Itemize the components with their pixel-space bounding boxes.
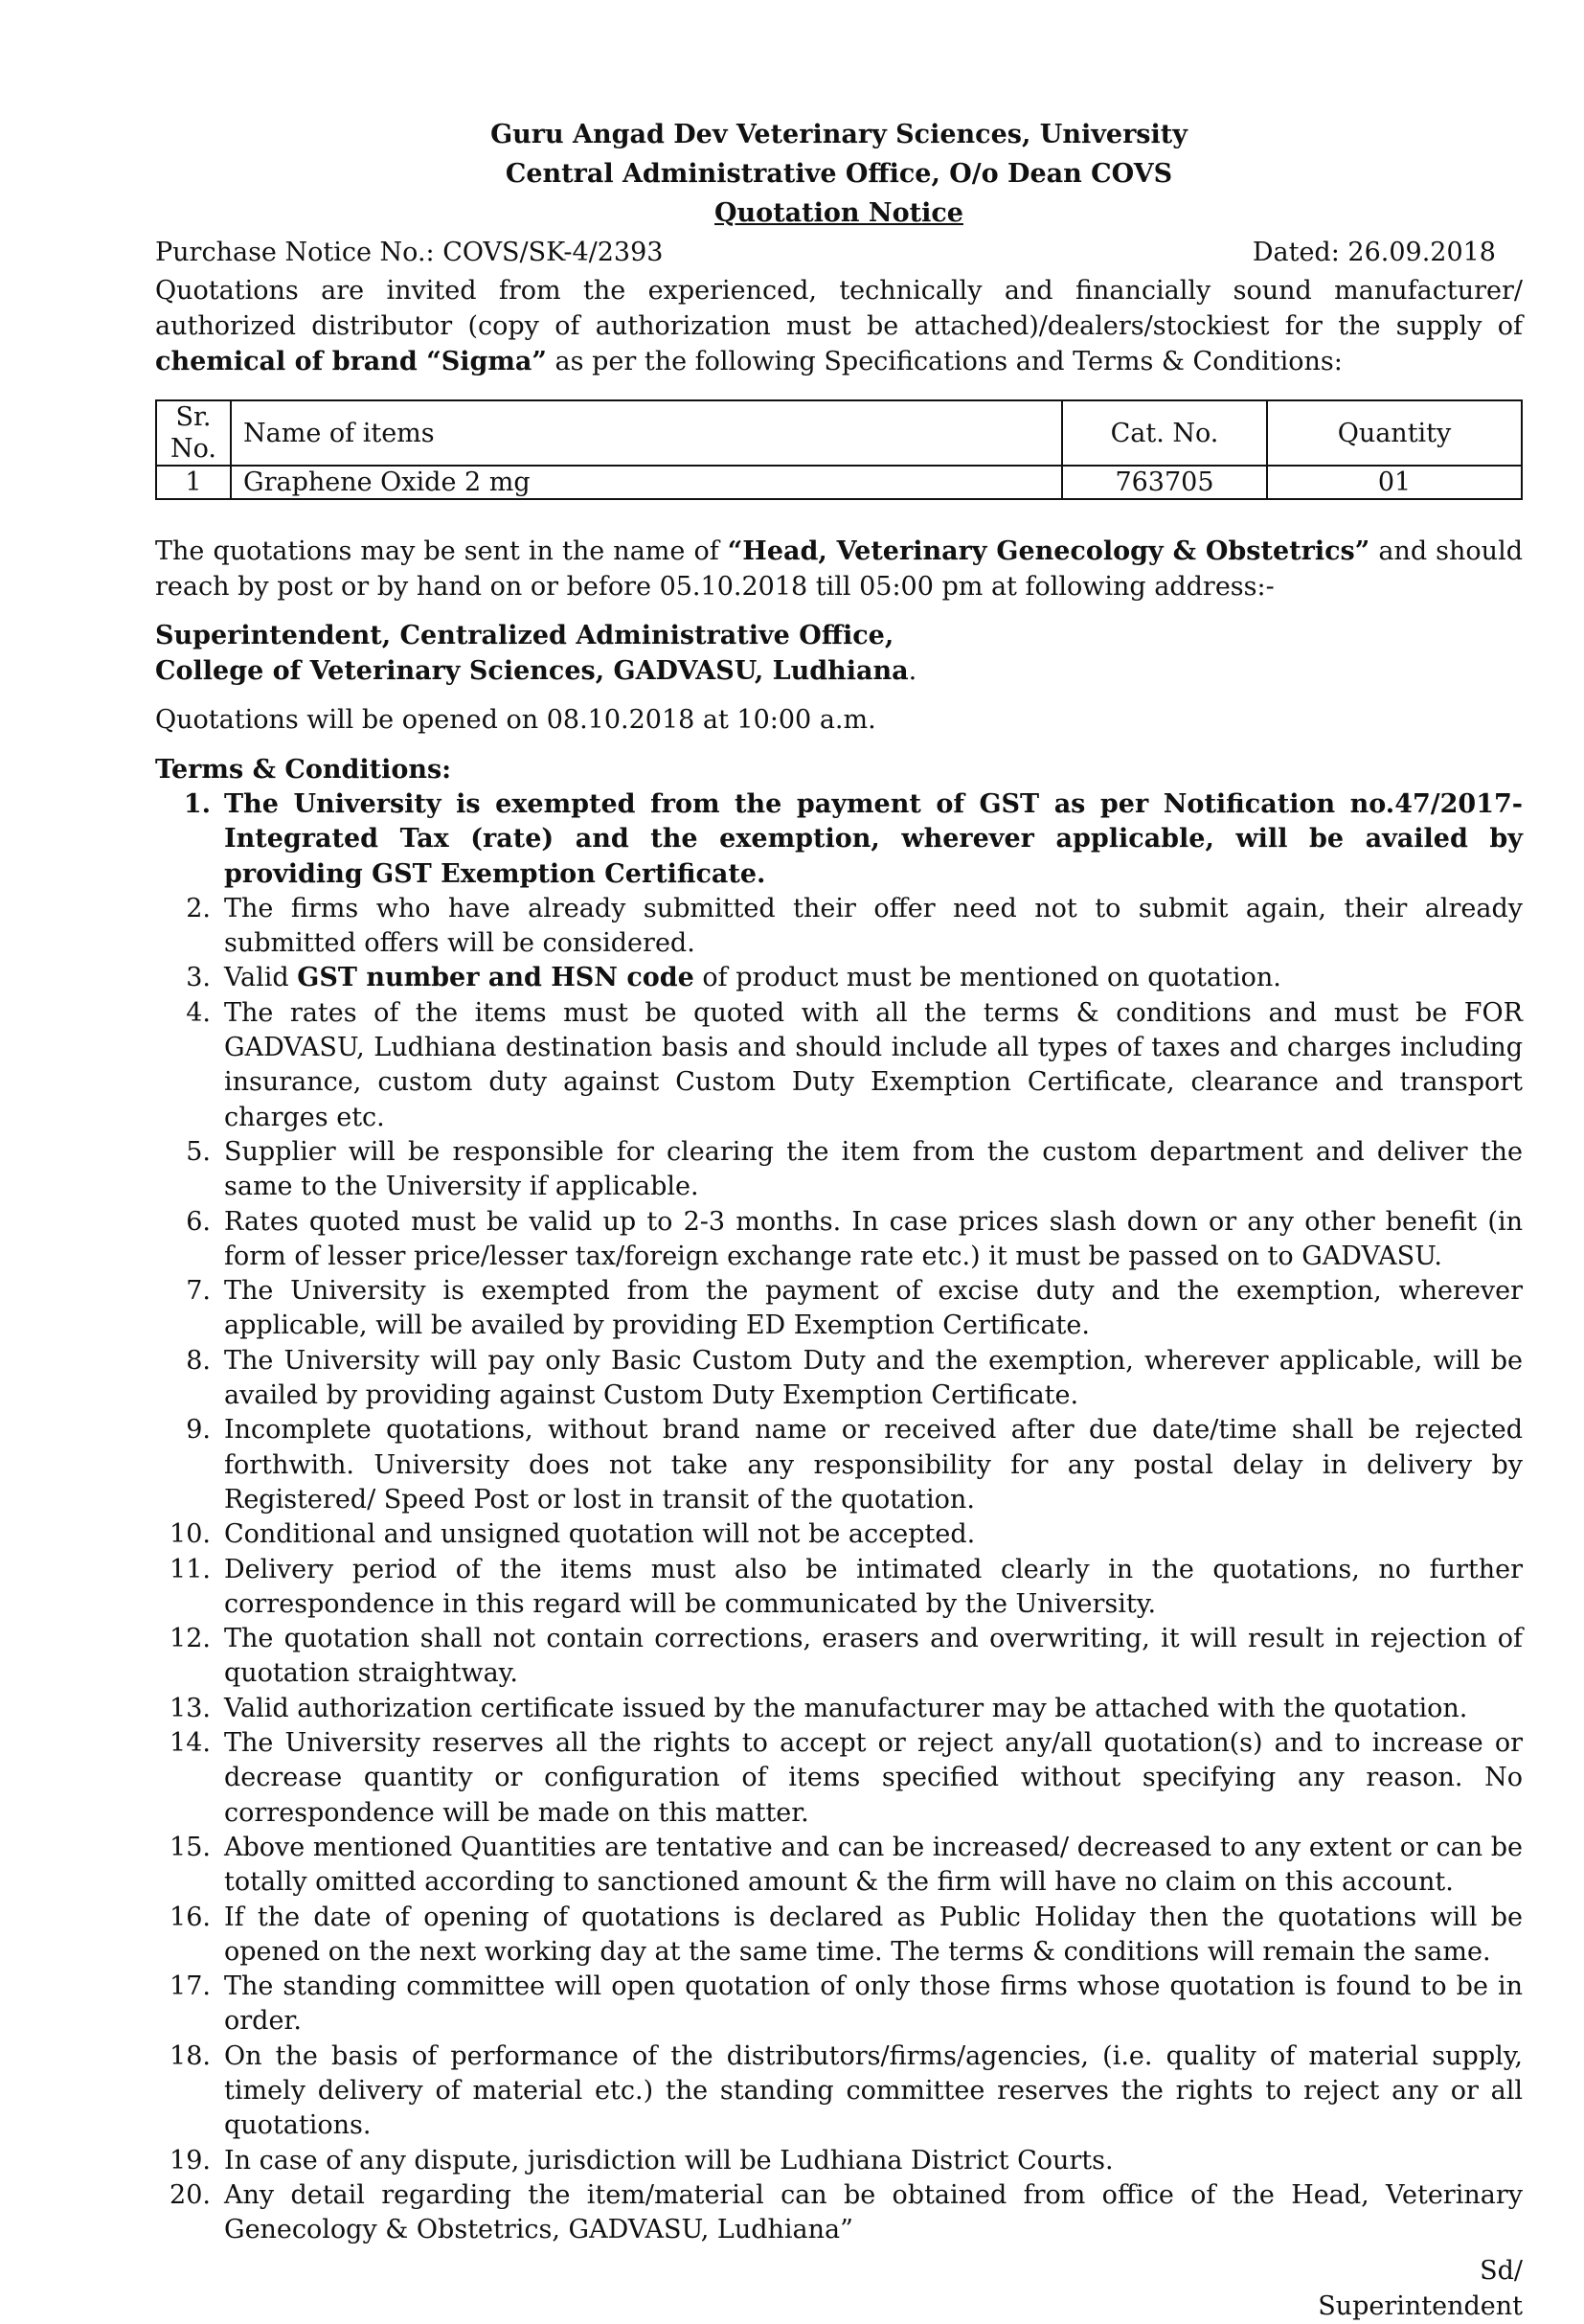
term-number: 12. xyxy=(170,1624,211,1654)
term-text: Delivery period of the items must also be intimated clearly in the quotations, no further correspondence in this regard will be communicated by the University. xyxy=(224,1554,1523,1619)
term-number: 18. xyxy=(170,2040,211,2071)
term-number: 4. xyxy=(186,997,211,1028)
terms-heading: Terms & Conditions: xyxy=(155,755,452,785)
term-number: 15. xyxy=(170,1832,211,1862)
term-number: 16. xyxy=(170,1902,211,1932)
terms-list-item xyxy=(155,996,1523,1135)
term-text: If the date of opening of quotations is declared as Public Holiday then the quotations will be opened on the next working day at the same time. The terms & conditions will remain the same. xyxy=(224,1902,1523,1967)
terms-list-item xyxy=(155,2039,1523,2144)
term-number: 11. xyxy=(170,1554,211,1584)
term-number: 17. xyxy=(170,1971,211,2002)
terms-list-item xyxy=(155,787,1523,892)
terms-list-item xyxy=(155,1517,1523,1552)
opening-date-text: Quotations will be opened on 08.10.2018 at 10:00 a.m. xyxy=(155,705,876,735)
terms-list-item xyxy=(155,1901,1523,1971)
cell-cat-no: 763705 xyxy=(1062,466,1267,499)
term-number: 2. xyxy=(186,893,211,923)
notice-title: Quotation Notice xyxy=(714,198,963,228)
terms-list-item xyxy=(155,892,1523,962)
cell-quantity: 01 xyxy=(1267,466,1522,499)
terms-list-item xyxy=(155,1274,1523,1344)
notice-date: Dated: 26.09.2018 xyxy=(1252,238,1496,267)
intro-brand: chemical of brand “Sigma” xyxy=(155,347,547,376)
column-header-item-name: Name of items xyxy=(231,400,1062,466)
term-text: The quotation shall not contain corrections, erasers and overwriting, it will result in rejection of quotation straightway. xyxy=(224,1624,1523,1689)
table-row xyxy=(156,466,1522,499)
term-number: 5. xyxy=(186,1136,211,1167)
submission-address xyxy=(155,618,1523,689)
terms-list-item xyxy=(155,1692,1523,1726)
term-number: 8. xyxy=(186,1345,211,1376)
terms-list-item xyxy=(155,2144,1523,2178)
terms-list-item xyxy=(155,1726,1523,1831)
term-number: 10. xyxy=(170,1519,211,1550)
signature-block xyxy=(155,2253,1523,2324)
document-header xyxy=(155,115,1523,233)
items-table xyxy=(155,399,1523,500)
term-text: Rates quoted must be valid up to 2-3 months. In case prices slash down or any other benefit (in form of lesser price/lesser tax/foreign exchange rate etc.) it must be passed on to GADVASU. xyxy=(224,1206,1523,1271)
term-text: The rates of the items must be quoted with all the terms & conditions and must be FOR GADVASU, Ludhiana destination basis and should include all types of taxes and charges including insurance, custom duty against Custom Duty Exemption Certificate, clearance and transport charges etc. xyxy=(224,997,1523,1132)
term-text: In case of any dispute, jurisdiction will be Ludhiana District Courts. xyxy=(224,2145,1114,2176)
address-line-1: Superintendent, Centralized Administrative Office, xyxy=(155,621,894,650)
term-text: The University will pay only Basic Custom Duty and the exemption, wherever applicable, will be availed by providing against Custom Duty Exemption Certificate. xyxy=(224,1345,1523,1411)
term-text xyxy=(224,961,1523,995)
intro-paragraph xyxy=(155,273,1523,379)
term-text: The University is exempted from the payment of GST as per Notification no.47/2017- Integrated Tax (rate) and the exemption, wherever applicable, will be availed by providing GST Exemption Certificate. xyxy=(224,789,1523,889)
submission-text: The quotations may be sent in the name of xyxy=(155,536,728,566)
terms-list-item xyxy=(155,1831,1523,1901)
term-text: The standing committee will open quotation of only those firms whose quotation is found to be in order. xyxy=(224,1971,1523,2037)
terms-list-item xyxy=(155,1970,1523,2039)
table-header-row xyxy=(156,400,1522,466)
terms-list-item xyxy=(155,961,1523,995)
intro-text: Quotations are invited from the experienced, technically and financially sound manufacturer/ authorized distributor (copy of authorization must be attached)/dealers/stockiest for the supply of xyxy=(155,276,1523,341)
signature-mark: Sd/ xyxy=(1480,2256,1523,2287)
term-number: 14. xyxy=(170,1728,211,1759)
term-number: 19. xyxy=(170,2145,211,2176)
term-number: 20. xyxy=(170,2179,211,2210)
term-text: The University reserves all the rights to accept or reject any/all quotation(s) and to increase or decrease quantity or configuration of items specified without specifying any reason. No correspondence will be made on this matter. xyxy=(224,1728,1523,1828)
term-text: The firms who have already submitted their offer need not to submit again, their already submitted offers will be considered. xyxy=(224,893,1523,959)
term-text-end: of product must be mentioned on quotation. xyxy=(693,963,1281,993)
column-header-sr-no: Sr. No. xyxy=(156,400,231,466)
term-text: On the basis of performance of the distributors/firms/agencies, (i.e. quality of material supply, timely delivery of material etc.) the standing committee reserves the rights to reject any or all quotations. xyxy=(224,2040,1523,2141)
terms-list-item xyxy=(155,1622,1523,1692)
term-text: Valid authorization certificate issued by the manufacturer may be attached with the quotation. xyxy=(224,1693,1468,1723)
university-name: Guru Angad Dev Veterinary Sciences, University xyxy=(490,120,1188,149)
submission-text-end: and should reach by post or by hand on or before 05.10.2018 till 05:00 pm at following address:- xyxy=(155,536,1523,602)
term-number: 1. xyxy=(183,789,211,819)
terms-list xyxy=(155,787,1523,2247)
office-name: Central Administrative Office, O/o Dean COVS xyxy=(505,159,1173,189)
cell-sr-no: 1 xyxy=(156,466,231,499)
term-text-start: Valid xyxy=(224,963,298,993)
term-text: Above mentioned Quantities are tentative and can be increased/ decreased to any extent or can be totally omitted according to sanctioned amount & the firm will have no claim on this account. xyxy=(224,1832,1523,1898)
signatory-designation: Superintendent xyxy=(1318,2291,1523,2322)
term-text: Incomplete quotations, without brand name or received after due date/time shall be rejected forthwith. University does not take any responsibility for any postal delay in delivery by Registered/ Speed Post or lost in transit of the quotation. xyxy=(224,1415,1523,1515)
notice-reference-row xyxy=(155,235,1523,271)
submission-addressee: “Head, Veterinary Genecology & Obstetrics” xyxy=(727,536,1370,566)
terms-list-item xyxy=(155,2178,1523,2248)
terms-list-item xyxy=(155,1413,1523,1517)
term-text: Conditional and unsigned quotation will not be accepted. xyxy=(224,1519,976,1550)
intro-text-end: as per the following Specifications and Terms & Conditions: xyxy=(546,347,1343,376)
address-line-2: College of Veterinary Sciences, GADVASU, Ludhiana xyxy=(155,656,909,686)
term-text-emphasis: GST number and HSN code xyxy=(297,963,694,993)
term-number: 7. xyxy=(186,1276,211,1307)
term-number: 9. xyxy=(186,1415,211,1446)
address-period: . xyxy=(908,656,917,686)
quotation-notice-page xyxy=(155,115,1523,2324)
terms-list-item xyxy=(155,1135,1523,1205)
term-text: The University is exempted from the payment of excise duty and the exemption, wherever applicable, will be availed by providing ED Exemption Certificate. xyxy=(224,1276,1523,1341)
term-number: 3. xyxy=(186,963,211,993)
term-text: Supplier will be responsible for clearing the item from the custom department and deliver the same to the University if applicable. xyxy=(224,1136,1523,1202)
term-number: 6. xyxy=(186,1206,211,1237)
terms-list-item xyxy=(155,1205,1523,1275)
purchase-notice-number: Purchase Notice No.: COVS/SK-4/2393 xyxy=(155,238,664,267)
term-text: Any detail regarding the item/material can be obtained from office of the Head, Veterinary Genecology & Obstetrics, GADVASU, Ludhiana” xyxy=(224,2179,1523,2245)
cell-item-name: Graphene Oxide 2 mg xyxy=(231,466,1062,499)
submission-paragraph xyxy=(155,534,1523,604)
column-header-quantity: Quantity xyxy=(1267,400,1522,466)
terms-list-item xyxy=(155,1553,1523,1623)
column-header-cat-no: Cat. No. xyxy=(1062,400,1267,466)
terms-list-item xyxy=(155,1344,1523,1414)
term-number: 13. xyxy=(170,1693,211,1723)
